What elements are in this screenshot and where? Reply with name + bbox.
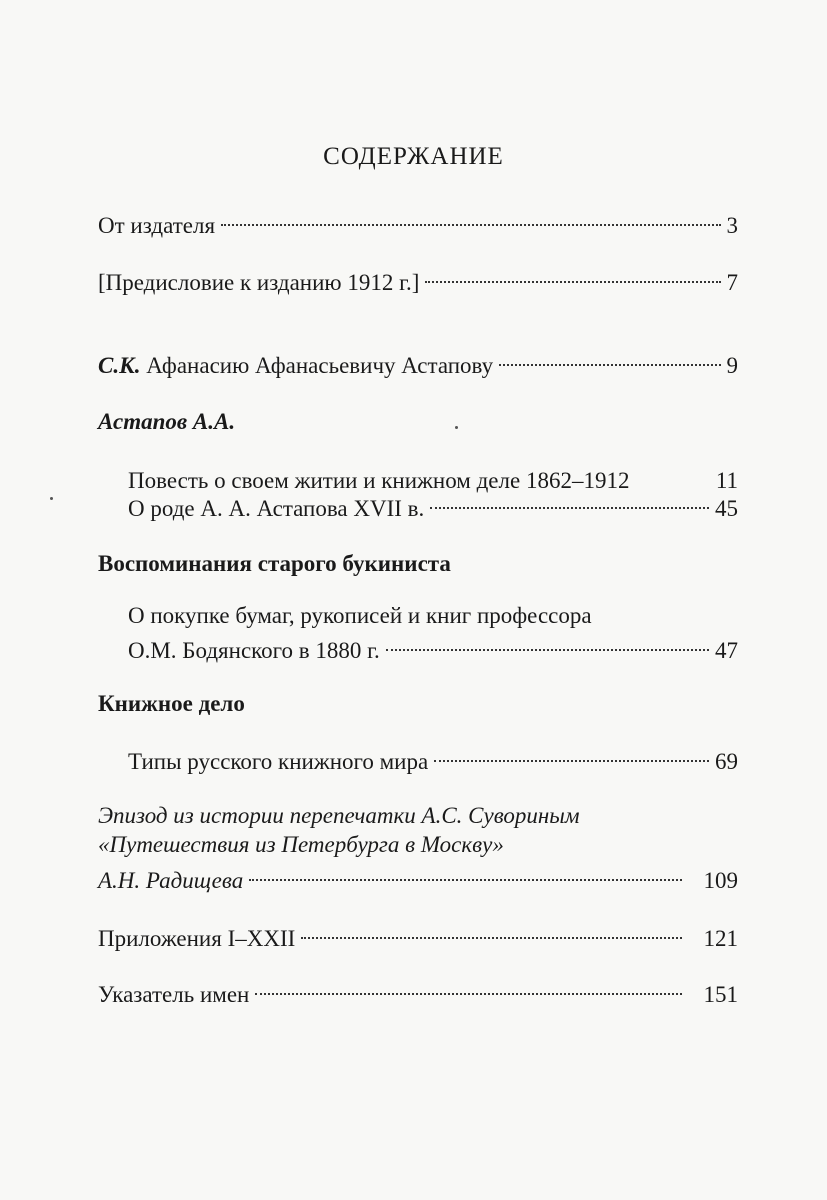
toc-entry-label: А.Н. Радищева xyxy=(98,867,244,893)
toc-page-number: 9 xyxy=(726,352,738,378)
scan-speck xyxy=(455,426,458,429)
toc-entry-types xyxy=(128,741,738,775)
toc-page-number: 151 xyxy=(703,981,738,1007)
toc-leader-dots xyxy=(434,741,709,769)
toc-entry-author: С.К. xyxy=(98,352,141,378)
toc-leader-dots xyxy=(499,345,720,373)
toc-entry-name-index xyxy=(98,974,738,1008)
toc-entry-label: [Предисловие к изданию 1912 г.] xyxy=(98,269,420,295)
toc-page-number: 45 xyxy=(715,495,738,521)
toc-entry-label: Приложения I–XXII xyxy=(98,925,296,951)
toc-entry-episode-line2: «Путешествия из Петербурга в Москву» xyxy=(98,832,504,857)
toc-entry-from-publisher xyxy=(98,205,738,239)
toc-leader-dots xyxy=(430,488,709,516)
toc-entry-dedication xyxy=(98,345,738,379)
toc-entry-label: Повесть о своем житии и книжном деле 1862–1912 xyxy=(128,467,630,493)
toc-page-number: 109 xyxy=(703,867,738,893)
toc-leader-dots xyxy=(301,918,681,946)
toc-page-number: 7 xyxy=(726,269,738,295)
toc-entry-purchase xyxy=(128,630,738,664)
toc-entry-family xyxy=(128,488,738,522)
toc-entry-label: Типы русского книжного мира xyxy=(128,748,429,774)
toc-entry-label: От издателя xyxy=(98,212,216,238)
toc-page-number: 3 xyxy=(726,212,738,238)
page-title: СОДЕРЖАНИЕ xyxy=(323,143,504,170)
toc-page-number: 47 xyxy=(715,637,738,663)
toc-entry-label: О.М. Бодянского в 1880 г. xyxy=(128,637,380,663)
toc-section-memoirs: Воспоминания старого букиниста xyxy=(98,551,451,576)
toc-entry-purchase-line1: О покупке бумаг, рукописей и книг профессора xyxy=(128,603,592,628)
toc-entry-label: Афанасию Афанасьевичу Астапову xyxy=(146,352,494,378)
toc-leader-dots xyxy=(386,630,709,658)
toc-page-number: 11 xyxy=(715,467,738,493)
toc-entry-episode xyxy=(98,860,738,894)
toc-leader-dots xyxy=(221,205,720,233)
toc-section-book-trade: Книжное дело xyxy=(98,691,245,716)
toc-entry-label: О роде А. А. Астапова XVII в. xyxy=(128,495,425,521)
toc-page-number: 69 xyxy=(715,748,738,774)
toc-leader-dots xyxy=(255,974,681,1002)
toc-entry-episode-line1: Эпизод из истории перепечатки А.С. Сувориным xyxy=(98,803,580,828)
toc-entry-appendices xyxy=(98,918,738,952)
toc-section-astapov: Астапов А.А. xyxy=(98,409,236,434)
scan-speck xyxy=(50,497,53,500)
toc-leader-dots xyxy=(249,860,681,888)
toc-leader-dots xyxy=(425,262,720,290)
toc-page-number: 121 xyxy=(703,925,738,951)
toc-entry-label: Указатель имен xyxy=(98,981,250,1007)
toc-entry-preface xyxy=(98,262,738,296)
